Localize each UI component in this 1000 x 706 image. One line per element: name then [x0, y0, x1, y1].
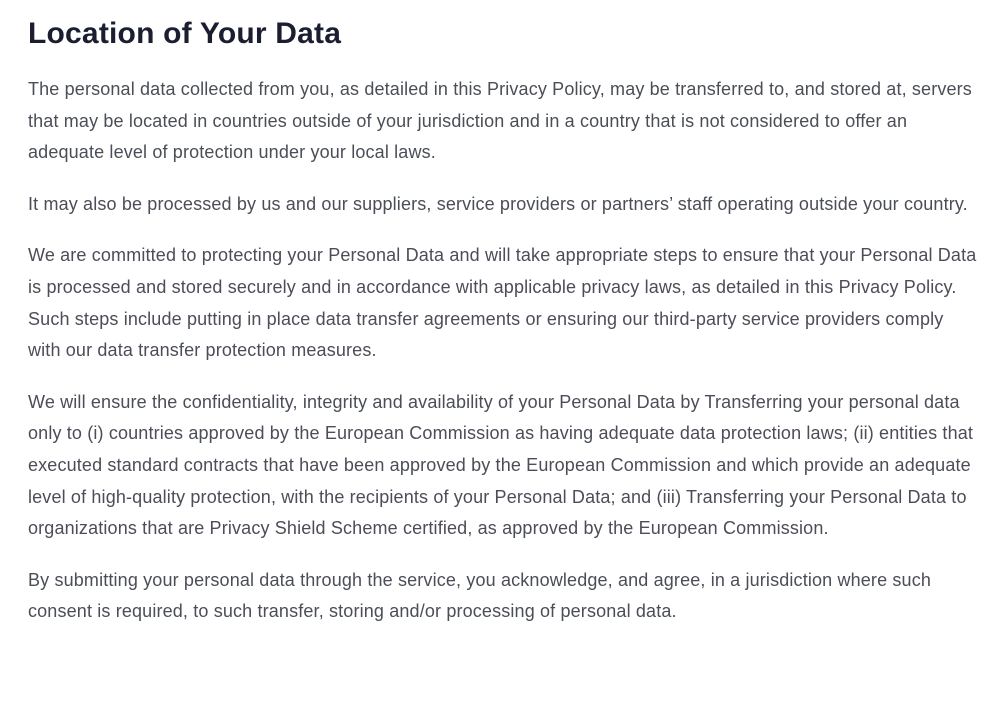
paragraph-processing-outside-country: It may also be processed by us and our suppliers, service providers or partners’ staff operating outside your country.	[28, 193, 968, 214]
paragraph-data-transfer: The personal data collected from you, as detailed in this Privacy Policy, may be transferred to, and stored at, servers that may be located in countries outside of your jurisdiction and in a country that is not considered to offer an adequate level of protection under your local laws.	[28, 79, 972, 163]
section-heading: Location of Your Data	[28, 17, 342, 50]
paragraph-commitment: We are committed to protecting your Personal Data and will take appropriate steps to ensure that your Personal Data is processed and stored securely and in accordance with applicable privacy laws, as detailed in this Privacy Policy. Such steps include putting in place data transfer agreements or ensuring our third-party service providers comply with our data transfer protection measures.	[28, 245, 977, 361]
paragraph-safeguards: We will ensure the confidentiality, integrity and availability of your Personal Data by Transferring your personal data only to (i) countries approved by the European Commission as having adequate data protection laws; (ii) entities that executed standard contracts that have been approved by the European Commission and which provide an adequate level of high-quality protection, with the recipients of your Personal Data; and (iii) Transferring your Personal Data to organizations that are Privacy Shield Scheme certified, as approved by the European Commission.	[28, 391, 974, 539]
paragraph-consent: By submitting your personal data through the service, you acknowledge, and agree, in a jurisdiction where such consent is required, to such transfer, storing and/or processing of personal data.	[28, 569, 932, 622]
privacy-policy-section	[28, 14, 978, 648]
